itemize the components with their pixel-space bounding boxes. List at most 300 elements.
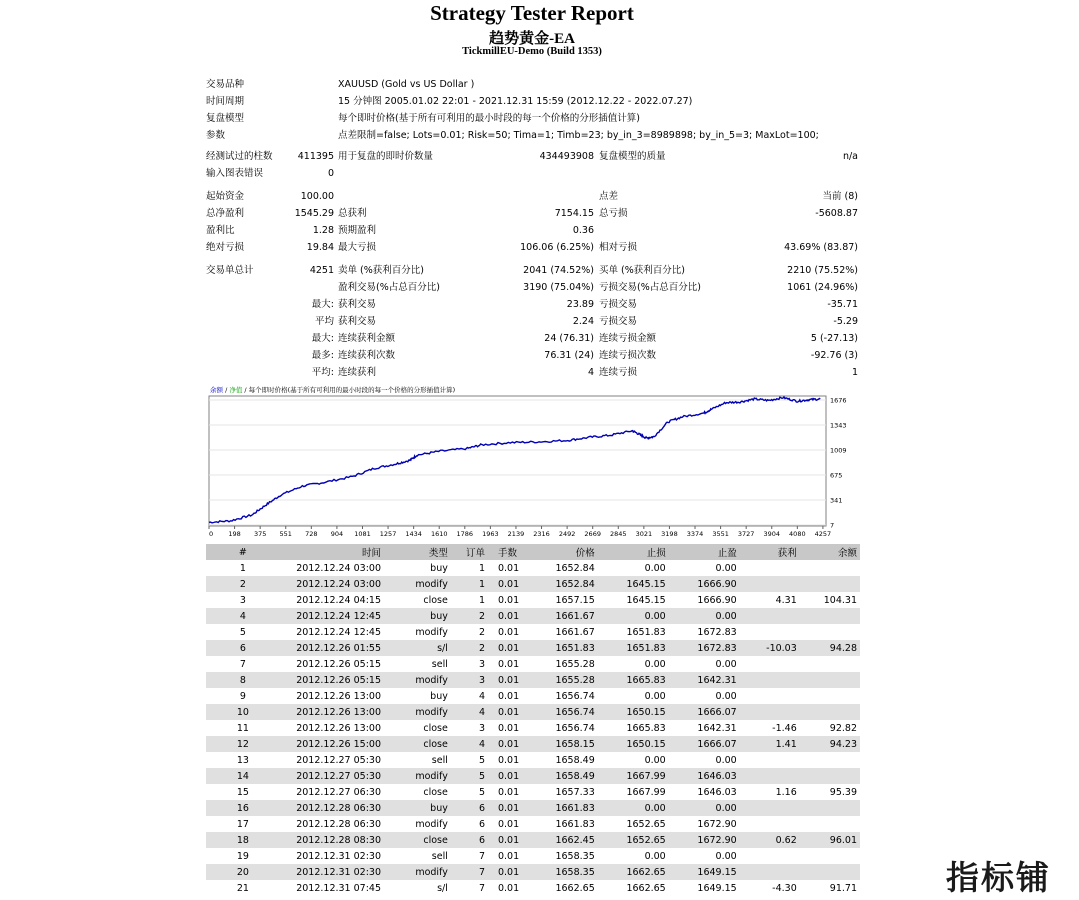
- table-cell: 2012.12.26 13:00: [280, 704, 384, 720]
- profit-factor-label: 盈利比: [206, 225, 235, 236]
- x-tick-label: 3021: [635, 530, 653, 538]
- abs-drawdown-value: 19.84: [306, 242, 334, 253]
- table-cell: 6: [451, 832, 488, 848]
- table-cell: 0.01: [488, 576, 535, 592]
- table-cell: 2: [451, 608, 488, 624]
- table-cell: 0.01: [497, 754, 520, 766]
- max-cons-profit-value: 76.31 (24): [544, 350, 594, 361]
- table-cell: 7: [451, 864, 488, 880]
- expected-payoff-label: 预期盈利: [338, 225, 377, 236]
- symbol-label: 交易品种: [206, 79, 245, 90]
- table-cell: 2012.12.26 01:55: [280, 640, 384, 656]
- table-cell: 15: [236, 786, 249, 798]
- table-cell: modify: [384, 672, 451, 688]
- table-cell: 7: [478, 882, 485, 894]
- table-cell: [740, 816, 800, 832]
- table-cell: 1662.45: [534, 832, 597, 848]
- table-cell: [800, 608, 860, 624]
- table-cell: 0.01: [488, 768, 535, 784]
- gross-loss-label: 总亏损: [599, 208, 628, 219]
- table-cell: 1672.83: [669, 640, 740, 656]
- table-cell: 0.01: [497, 850, 520, 862]
- table-cell: 13: [236, 754, 249, 766]
- table-row: [206, 848, 860, 864]
- table-cell: 2012.12.27 05:30: [296, 754, 381, 766]
- x-tick-label: 904: [330, 530, 344, 538]
- table-cell: modify: [384, 704, 451, 720]
- long-positions-label: 买单 (%获利百分比): [599, 265, 685, 276]
- table-cell: [740, 848, 800, 864]
- table-cell: 2012.12.26 13:00: [296, 690, 381, 702]
- table-cell: 1666.07: [669, 736, 740, 752]
- avg-profit-value: 2.24: [572, 316, 594, 327]
- table-cell: [800, 688, 860, 704]
- table-row: [206, 608, 860, 624]
- table-cell: modify: [384, 576, 451, 592]
- table-cell: 1672.90: [669, 832, 740, 848]
- table-cell: close: [423, 594, 448, 606]
- table-cell: [740, 688, 800, 704]
- table-cell: 1672.90: [697, 818, 737, 830]
- table-cell: 0.01: [497, 594, 520, 606]
- table-cell: 3: [478, 658, 485, 670]
- table-cell: [740, 752, 800, 768]
- loss-trades-value: 1061 (24.96%): [787, 282, 858, 293]
- table-cell: 1651.83: [598, 640, 669, 656]
- table-cell: 0.01: [497, 786, 520, 798]
- trades-table: [206, 544, 860, 896]
- table-cell: buy: [384, 800, 451, 816]
- table-cell: 4: [206, 608, 280, 624]
- long-positions-value: 2210 (75.52%): [787, 265, 858, 276]
- table-cell: close: [423, 786, 448, 798]
- loss-trades-label: 亏损交易(%占总百分比): [599, 282, 701, 293]
- table-cell: 96.01: [800, 832, 860, 848]
- table-row: [206, 656, 860, 672]
- largest-loss-value: -35.71: [827, 299, 858, 310]
- table-cell: close: [384, 832, 451, 848]
- table-cell: 0.00: [598, 800, 669, 816]
- table-cell: 7: [478, 850, 485, 862]
- table-cell: 2: [206, 576, 280, 592]
- gross-profit-value: 7154.15: [554, 208, 594, 219]
- table-cell: [800, 800, 860, 816]
- x-tick-label: 2845: [610, 530, 627, 538]
- table-cell: 2012.12.24 03:00: [280, 576, 384, 592]
- table-cell: [740, 656, 800, 672]
- y-tick-label: 7: [830, 521, 835, 530]
- x-tick-label: 1434: [405, 530, 422, 538]
- table-cell: 1658.49: [555, 754, 595, 766]
- y-tick-label: 1009: [830, 446, 847, 455]
- table-cell: 0.01: [488, 864, 535, 880]
- table-cell: 2012.12.28 06:30: [280, 800, 384, 816]
- table-cell: 0.62: [740, 832, 800, 848]
- table-cell: 4.31: [775, 594, 797, 606]
- x-tick-label: 198: [228, 530, 241, 538]
- table-cell: 0.00: [644, 754, 666, 766]
- deposit-label: 起始资金: [206, 191, 245, 202]
- table-cell: 1667.99: [626, 786, 666, 798]
- x-tick-label: 1786: [456, 530, 474, 538]
- table-cell: [740, 624, 800, 640]
- table-row: [206, 720, 860, 736]
- table-cell: [800, 656, 860, 672]
- table-cell: [740, 800, 800, 816]
- largest-profit-label: 获利交易: [338, 299, 377, 310]
- table-cell: -4.30: [772, 882, 797, 894]
- x-tick-label: 2669: [584, 530, 601, 538]
- table-cell: 1: [239, 562, 246, 574]
- table-row: [206, 624, 860, 640]
- bars-value: 411395: [297, 151, 334, 162]
- table-cell: modify: [415, 626, 448, 638]
- table-cell: 8: [206, 672, 280, 688]
- max-cons-loss-value: -92.76 (3): [810, 350, 858, 361]
- table-cell: 95.39: [829, 786, 857, 798]
- table-cell: [800, 672, 860, 688]
- table-cell: sell: [431, 850, 448, 862]
- table-cell: 1662.65: [555, 882, 595, 894]
- table-cell: 1658.35: [534, 864, 597, 880]
- table-cell: 1656.74: [555, 722, 595, 734]
- x-tick-label: 3198: [661, 530, 678, 538]
- params-label: 参数: [206, 130, 226, 141]
- max1-prefix: 最大:: [311, 333, 334, 344]
- errors-label: 输入图表错误: [206, 168, 264, 179]
- x-tick-label: 4257: [814, 530, 832, 538]
- x-tick-label: 4080: [789, 530, 806, 538]
- table-cell: 2: [478, 626, 485, 638]
- max-drawdown-value: 106.06 (6.25%): [520, 242, 594, 253]
- max-cons-losses-label: 连续亏损金额: [599, 333, 657, 344]
- total-trades-label: 交易单总计: [206, 265, 254, 276]
- table-cell: 0.00: [644, 850, 666, 862]
- legend-equity: 净值: [229, 386, 243, 394]
- model-value: 每个即时价格(基于所有可利用的最小时段的每一个价格的分形插值计算): [338, 113, 640, 124]
- table-cell: 1.41: [740, 736, 800, 752]
- table-row: [206, 752, 860, 768]
- table-cell: 2012.12.24 04:15: [296, 594, 381, 606]
- table-cell: [800, 864, 860, 880]
- table-cell: 0.01: [497, 722, 520, 734]
- table-cell: 4: [451, 704, 488, 720]
- table-cell: 1665.83: [598, 672, 669, 688]
- table-body: [206, 560, 860, 896]
- table-cell: 2012.12.27 06:30: [296, 786, 381, 798]
- period-label: 时间周期: [206, 96, 245, 107]
- table-row: [206, 560, 860, 576]
- table-cell: 1666.07: [669, 704, 740, 720]
- avg-cons-wins-label: 连续获利: [338, 367, 377, 378]
- table-cell: 1672.83: [697, 626, 737, 638]
- table-cell: 5: [478, 786, 485, 798]
- chart-legend: [210, 385, 455, 394]
- table-cell: 1650.15: [598, 704, 669, 720]
- col-index: #: [206, 544, 280, 560]
- x-tick-label: 1257: [379, 530, 397, 538]
- table-cell: [800, 576, 860, 592]
- table-cell: 0.01: [488, 672, 535, 688]
- table-cell: 0.00: [715, 562, 737, 574]
- table-cell: 0.01: [497, 626, 520, 638]
- table-cell: 1658.15: [534, 736, 597, 752]
- table-cell: [740, 560, 800, 576]
- table-cell: [800, 624, 860, 640]
- table-cell: 1: [451, 576, 488, 592]
- table-row: [206, 688, 860, 704]
- x-tick-label: 728: [305, 530, 318, 538]
- table-cell: 1655.28: [534, 672, 597, 688]
- average-prefix: 平均: [314, 316, 334, 327]
- x-tick-label: 0: [209, 530, 214, 538]
- rel-drawdown-label: 相对亏损: [599, 242, 638, 253]
- table-cell: 17: [236, 818, 249, 830]
- table-row: [206, 800, 860, 816]
- x-tick-label: 3727: [737, 530, 755, 538]
- table-cell: buy: [430, 562, 448, 574]
- table-cell: 0.01: [488, 704, 535, 720]
- table-cell: s/l: [437, 882, 448, 894]
- table-cell: modify: [415, 818, 448, 830]
- table-cell: modify: [384, 864, 451, 880]
- table-cell: [740, 608, 800, 624]
- table-cell: 1661.83: [534, 800, 597, 816]
- max-drawdown-label: 最大亏损: [338, 242, 377, 253]
- table-cell: 0.00: [715, 850, 737, 862]
- table-cell: 1645.15: [626, 594, 666, 606]
- table-row: [206, 816, 860, 832]
- table-cell: [740, 704, 800, 720]
- table-cell: 5: [239, 626, 246, 638]
- table-cell: 0.00: [669, 800, 740, 816]
- table-cell: 1: [478, 594, 485, 606]
- table-cell: 20: [206, 864, 280, 880]
- largest-prefix: 最大:: [311, 299, 334, 310]
- table-cell: sell: [431, 658, 448, 670]
- report-title: Strategy Tester Report: [430, 1, 634, 25]
- table-cell: 2012.12.24 12:45: [280, 608, 384, 624]
- table-cell: 18: [206, 832, 280, 848]
- table-cell: 12: [206, 736, 280, 752]
- table-cell: 2012.12.28 08:30: [280, 832, 384, 848]
- table-cell: 1667.99: [598, 768, 669, 784]
- col-price: 价格: [534, 544, 597, 560]
- errors-value: 0: [327, 168, 334, 179]
- legend-separator: /: [223, 386, 230, 394]
- table-cell: [740, 576, 800, 592]
- table-cell: 3: [478, 722, 485, 734]
- avg-cons-wins-value: 4: [587, 367, 594, 378]
- table-cell: 2012.12.26 13:00: [296, 722, 381, 734]
- server-build: TickmillEU-Demo (Build 1353): [462, 46, 602, 57]
- quality-value: n/a: [842, 151, 858, 162]
- table-cell: sell: [431, 754, 448, 766]
- table-cell: 1642.31: [669, 672, 740, 688]
- table-cell: 1657.33: [555, 786, 595, 798]
- table-cell: 1: [478, 562, 485, 574]
- profit-trades-label: 盈利交易(%占总百分比): [338, 282, 440, 293]
- avg-loss-label: 亏损交易: [599, 316, 638, 327]
- table-cell: 0.00: [715, 754, 737, 766]
- table-cell: [740, 768, 800, 784]
- max-cons-losses-value: 5 (-27.13): [810, 333, 858, 344]
- table-cell: 1662.65: [626, 882, 666, 894]
- table-cell: 2012.12.26 05:15: [296, 658, 381, 670]
- col-type: 类型: [384, 544, 451, 560]
- model-label: 复盘模型: [206, 113, 245, 124]
- legend-description: / 每个即时价格(基于所有可利用的最小时段的每一个价格的分形插值计算): [242, 386, 456, 394]
- table-cell: 0.00: [669, 608, 740, 624]
- max-cons-loss-label: 连续亏损次数: [599, 350, 657, 361]
- table-cell: 0.01: [488, 608, 535, 624]
- col-time: 时间: [280, 544, 384, 560]
- table-cell: 1665.83: [626, 722, 666, 734]
- table-cell: 0.00: [644, 658, 666, 670]
- x-tick-label: 1610: [430, 530, 448, 538]
- gross-loss-value: -5608.87: [815, 208, 858, 219]
- x-tick-label: 375: [253, 530, 267, 538]
- y-tick-label: 675: [830, 471, 843, 480]
- table-cell: 1661.67: [555, 626, 595, 638]
- max2-prefix: 最多:: [311, 350, 334, 361]
- watermark-logo: 指标铺: [946, 858, 1051, 897]
- net-profit-label: 总净盈利: [206, 208, 245, 219]
- table-cell: 1652.84: [555, 562, 595, 574]
- table-cell: 1658.35: [555, 850, 595, 862]
- table-cell: [740, 864, 800, 880]
- expected-payoff-value: 0.36: [572, 225, 594, 236]
- table-cell: 2012.12.24 12:45: [296, 626, 381, 638]
- gross-profit-label: 总获利: [338, 208, 367, 219]
- table-cell: 16: [206, 800, 280, 816]
- table-cell: 1649.15: [669, 864, 740, 880]
- table-cell: 0.00: [715, 690, 737, 702]
- table-cell: 0.01: [488, 640, 535, 656]
- profit-trades-value: 3190 (75.04%): [523, 282, 594, 293]
- ea-name: 趋势黄金-EA: [489, 31, 575, 47]
- table-cell: 0.01: [488, 800, 535, 816]
- table-cell: 1650.15: [598, 736, 669, 752]
- short-positions-label: 卖单 (%获利百分比): [338, 265, 424, 276]
- spread-value: 当前 (8): [822, 191, 858, 202]
- table-row: [206, 672, 860, 688]
- symbol-value: XAUUSD (Gold vs US Dollar ): [338, 79, 475, 90]
- x-tick-label: 2139: [507, 530, 525, 538]
- table-cell: 4: [478, 690, 485, 702]
- table-cell: 91.71: [829, 882, 857, 894]
- short-positions-value: 2041 (74.52%): [523, 265, 594, 276]
- table-cell: 0.00: [715, 658, 737, 670]
- bars-label: 经测试过的柱数: [206, 151, 273, 162]
- x-tick-label: 551: [279, 530, 292, 538]
- col-lots: 手数: [488, 544, 535, 560]
- table-cell: 0.01: [488, 832, 535, 848]
- table-cell: 1646.03: [669, 768, 740, 784]
- col-profit: 获利: [740, 544, 800, 560]
- table-cell: 104.31: [823, 594, 857, 606]
- avg-loss-value: -5.29: [833, 316, 858, 327]
- profit-factor-value: 1.28: [312, 225, 334, 236]
- y-tick-label: 341: [830, 496, 843, 505]
- avg2-prefix: 平均:: [311, 367, 334, 378]
- table-cell: 2012.12.31 07:45: [296, 882, 381, 894]
- table-row: [206, 864, 860, 880]
- table-cell: 6: [206, 640, 280, 656]
- x-tick-label: 2492: [558, 530, 576, 538]
- table-cell: 1658.49: [534, 768, 597, 784]
- x-tick-label: 1081: [354, 530, 371, 538]
- table-cell: [800, 752, 860, 768]
- table-cell: 0.01: [497, 818, 520, 830]
- table-cell: 10: [206, 704, 280, 720]
- table-cell: 1656.74: [555, 690, 595, 702]
- table-cell: buy: [384, 608, 451, 624]
- table-cell: close: [384, 736, 451, 752]
- x-tick-label: 1963: [482, 530, 499, 538]
- table-cell: [800, 768, 860, 784]
- table-cell: 1645.15: [598, 576, 669, 592]
- table-row: [206, 576, 860, 592]
- x-tick-label: 3374: [686, 530, 704, 538]
- table-cell: 1655.28: [555, 658, 595, 670]
- table-cell: 0.00: [598, 608, 669, 624]
- table-cell: 9: [239, 690, 246, 702]
- max-cons-wins-value: 24 (76.31): [544, 333, 594, 344]
- x-tick-label: 3551: [712, 530, 729, 538]
- table-cell: [800, 848, 860, 864]
- table-cell: -1.46: [772, 722, 797, 734]
- table-cell: [800, 816, 860, 832]
- avg-cons-losses-label: 连续亏损: [599, 367, 638, 378]
- table-cell: 94.23: [800, 736, 860, 752]
- table-cell: 6: [451, 800, 488, 816]
- table-cell: 6: [478, 818, 485, 830]
- period-value: 15 分钟图 2005.01.02 22:01 - 2021.12.31 15:59 (2012.12.22 - 2022.07.27): [338, 96, 693, 107]
- col-balance: 余额: [800, 544, 860, 560]
- table-cell: 1652.65: [598, 832, 669, 848]
- table-row: [206, 592, 860, 608]
- table-cell: 4: [451, 736, 488, 752]
- table-cell: [800, 704, 860, 720]
- col-order: 订单: [451, 544, 488, 560]
- largest-loss-label: 亏损交易: [599, 299, 638, 310]
- avg-profit-label: 获利交易: [338, 316, 377, 327]
- table-cell: 7: [239, 658, 246, 670]
- table-cell: 0.01: [497, 690, 520, 702]
- table-cell: 1652.84: [534, 576, 597, 592]
- max-cons-profit-label: 连续获利次数: [338, 350, 396, 361]
- abs-drawdown-label: 绝对亏损: [206, 242, 245, 253]
- y-tick-label: 1676: [830, 396, 847, 405]
- avg-cons-losses-value: 1: [851, 367, 858, 378]
- table-cell: 0.01: [497, 882, 520, 894]
- table-cell: 1649.15: [697, 882, 737, 894]
- table-cell: 92.82: [829, 722, 857, 734]
- balance-chart: [206, 382, 860, 542]
- col-sl: 止损: [598, 544, 669, 560]
- x-tick-label: 3904: [763, 530, 781, 538]
- table-row: [206, 704, 860, 720]
- largest-profit-value: 23.89: [566, 299, 594, 310]
- legend-balance: 余额: [210, 386, 223, 394]
- plot-frame: [209, 396, 826, 526]
- x-tick-label: 2316: [533, 530, 550, 538]
- table-cell: 1666.90: [669, 576, 740, 592]
- table-cell: 0.00: [644, 562, 666, 574]
- table-cell: buy: [430, 690, 448, 702]
- table-cell: 1662.65: [598, 864, 669, 880]
